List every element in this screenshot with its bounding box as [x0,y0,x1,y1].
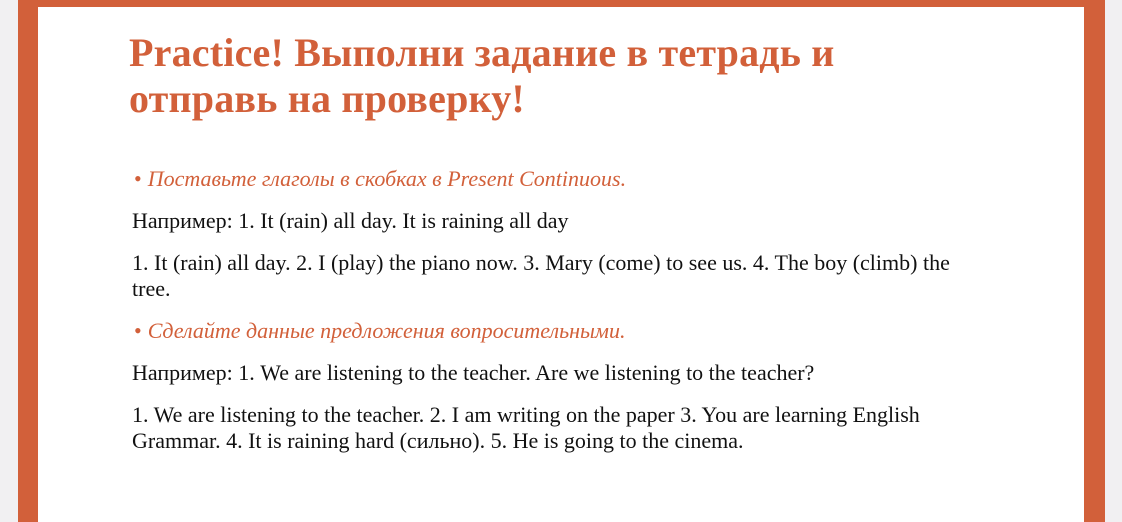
task-2-example: Например: 1. We are listening to the teacher. Are we listening to the teacher? [132,360,815,385]
task-2-heading-text: Сделайте данные предложения вопросительными. [147,318,626,343]
task-1-example: Например: 1. It (rain) all day. It is raining all day [132,208,569,233]
task-1-heading-text: Поставьте глаголы в скобках в Present Continuous. [147,166,627,191]
task-1-text: 1. It (rain) all day. 2. I (play) the piano now. 3. Mary (come) to see us. 4. The boy (climb) the tree. [132,250,950,301]
task-2-heading [134,318,989,344]
bullet-icon: • [134,318,142,343]
task-2-text: 1. We are listening to the teacher. 2. I am writing on the paper 3. You are learning English Grammar. 4. It is raining hard (сильно). 5. He is going to the cinema. [132,402,920,453]
task-1-heading [134,166,989,192]
slide-title: Practice! Выполни задание в тетрадь и отправь на проверку! [129,30,835,121]
bullet-icon: • [134,166,142,191]
slide-content [129,30,989,454]
